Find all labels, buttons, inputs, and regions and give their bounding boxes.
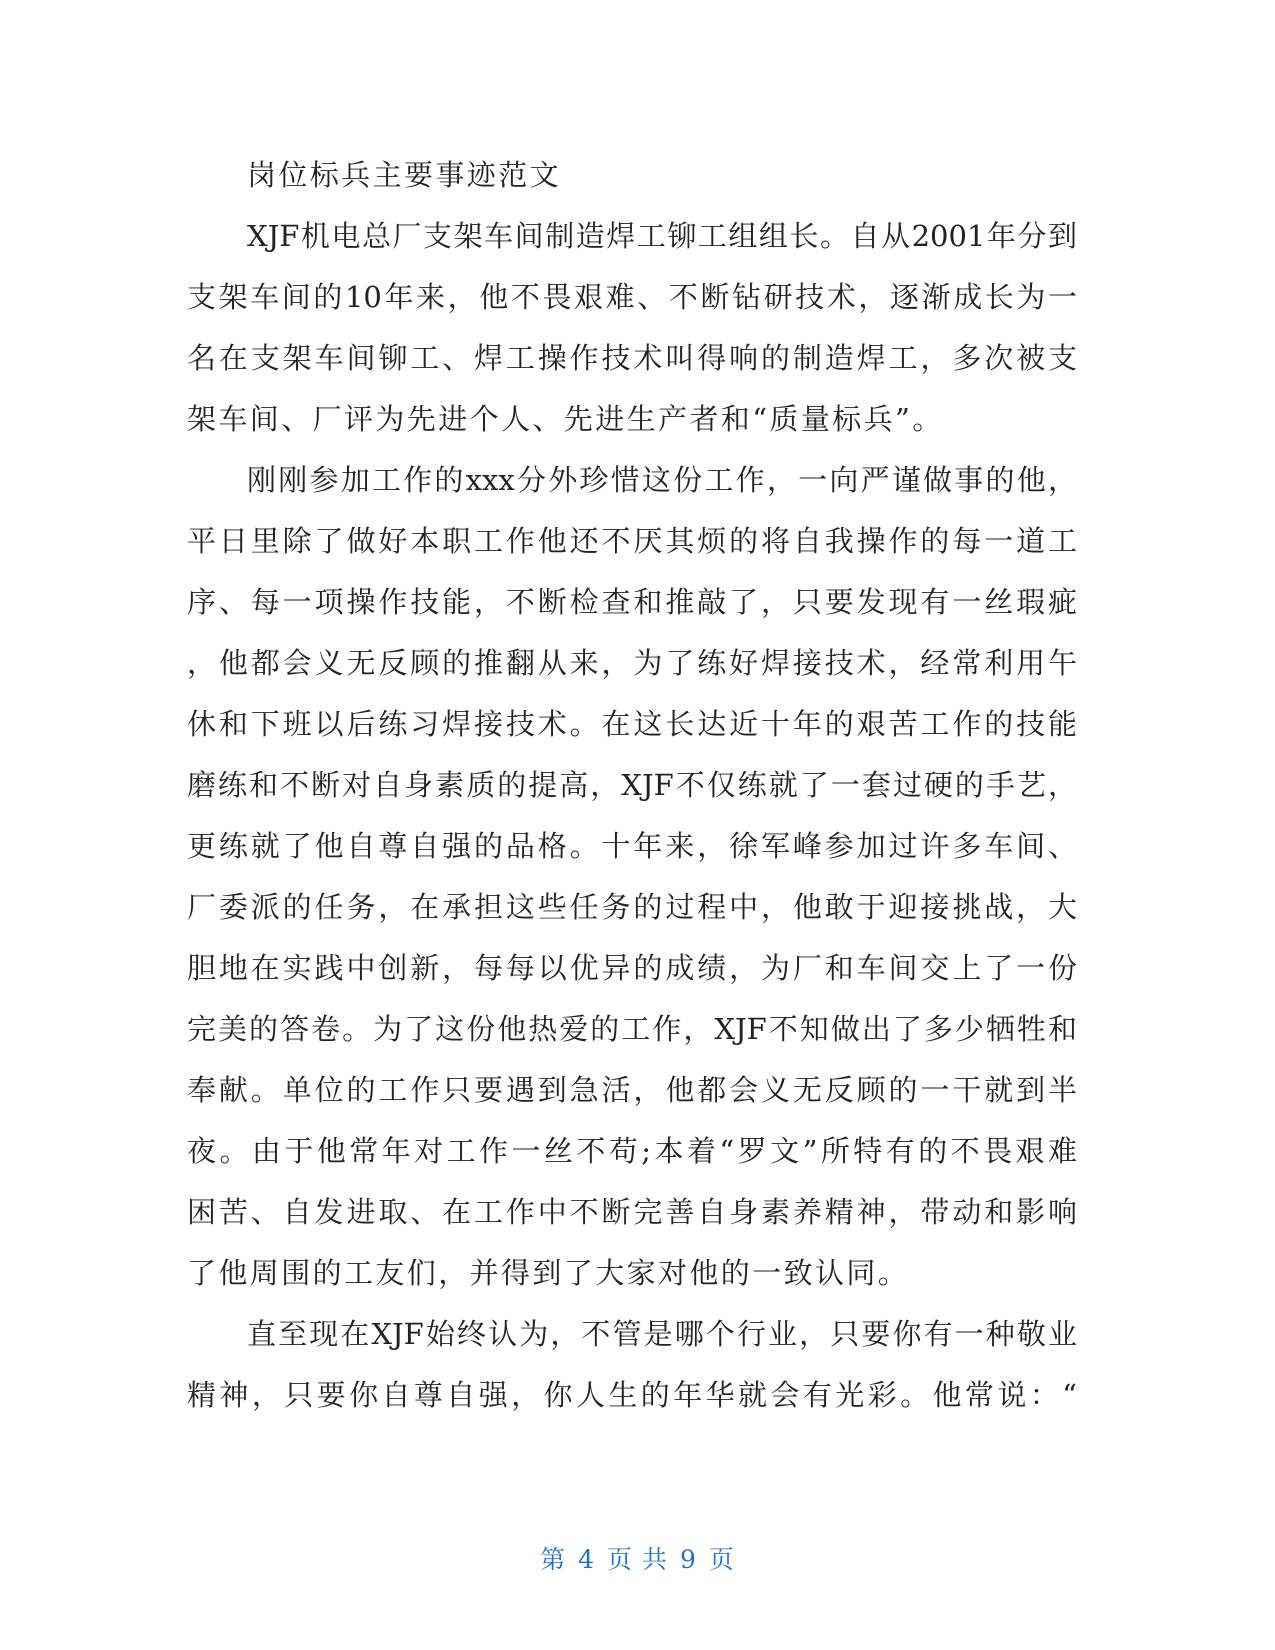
footer-middle: 页 共: [607, 1545, 668, 1574]
paragraph-3-line-1: 直至现在XJF始终认为，不管是哪个行业，只要你有一种敬业: [247, 1317, 1077, 1351]
paragraph-1-line-2: 支架车间的10年来，他不畏艰难、不断钻研技术，逐渐成长为一: [187, 280, 1077, 314]
paragraph-1-line-3: 名在支架车间铆工、焊工操作技术叫得响的制造焊工，多次被支: [187, 341, 1077, 375]
paragraph-2-line-4: ，他都会义无反顾的推翻从来，为了练好焊接技术，经常利用午: [187, 646, 1077, 680]
paragraph-2-line-11: 奉献。单位的工作只要遇到急活，他都会义无反顾的一干就到半: [187, 1073, 1077, 1107]
paragraph-1-line-1: XJF机电总厂支架车间制造焊工铆工组组长。自从2001年分到: [247, 219, 1077, 253]
document-body: [187, 145, 1077, 1426]
footer-suffix: 页: [708, 1545, 735, 1574]
document-title: 岗位标兵主要事迹范文: [247, 158, 562, 192]
paragraph-2-line-2: 平日里除了做好本职工作他还不厌其烦的将自我操作的每一道工: [187, 524, 1077, 558]
paragraph-2-line-8: 厂委派的任务，在承担这些任务的过程中，他敢于迎接挑战，大: [187, 890, 1077, 924]
paragraph-2-line-1: 刚刚参加工作的xxx分外珍惜这份工作，一向严谨做事的他，: [247, 463, 1077, 497]
paragraph-2-line-12: 夜。由于他常年对工作一丝不苟;本着“罗文”所特有的不畏艰难: [187, 1134, 1077, 1168]
paragraph-2-line-6: 磨练和不断对自身素质的提高，XJF不仅练就了一套过硬的手艺，: [187, 768, 1077, 802]
paragraph-2-line-14: 了他周围的工友们，并得到了大家对他的一致认同。: [187, 1256, 910, 1290]
paragraph-2-line-10: 完美的答卷。为了这份他热爱的工作，XJF不知做出了多少牺牲和: [187, 1012, 1077, 1046]
paragraph-2-line-7: 更练就了他自尊自强的品格。十年来，徐军峰参加过许多车间、: [187, 829, 1077, 863]
footer-current-page: 4: [578, 1545, 596, 1574]
footer-prefix: 第: [540, 1545, 567, 1574]
paragraph-2-line-3: 序、每一项操作技能，不断检查和推敲了，只要发现有一丝瑕疵: [187, 585, 1077, 619]
footer-total-pages: 9: [679, 1545, 697, 1574]
paragraph-2-line-9: 胆地在实践中创新，每每以优异的成绩，为厂和车间交上了一份: [187, 951, 1077, 985]
paragraph-1-line-4: 架车间、厂评为先进个人、先进生产者和“质量标兵”。: [187, 402, 944, 436]
paragraph-3-line-2: 精神，只要你自尊自强，你人生的年华就会有光彩。他常说：“: [187, 1378, 1077, 1412]
paragraph-2-line-5: 休和下班以后练习焊接技术。在这长达近十年的艰苦工作的技能: [187, 707, 1077, 741]
paragraph-2-line-13: 困苦、自发进取、在工作中不断完善自身素养精神，带动和影响: [187, 1195, 1077, 1229]
page-number-footer: [0, 1540, 1275, 1576]
